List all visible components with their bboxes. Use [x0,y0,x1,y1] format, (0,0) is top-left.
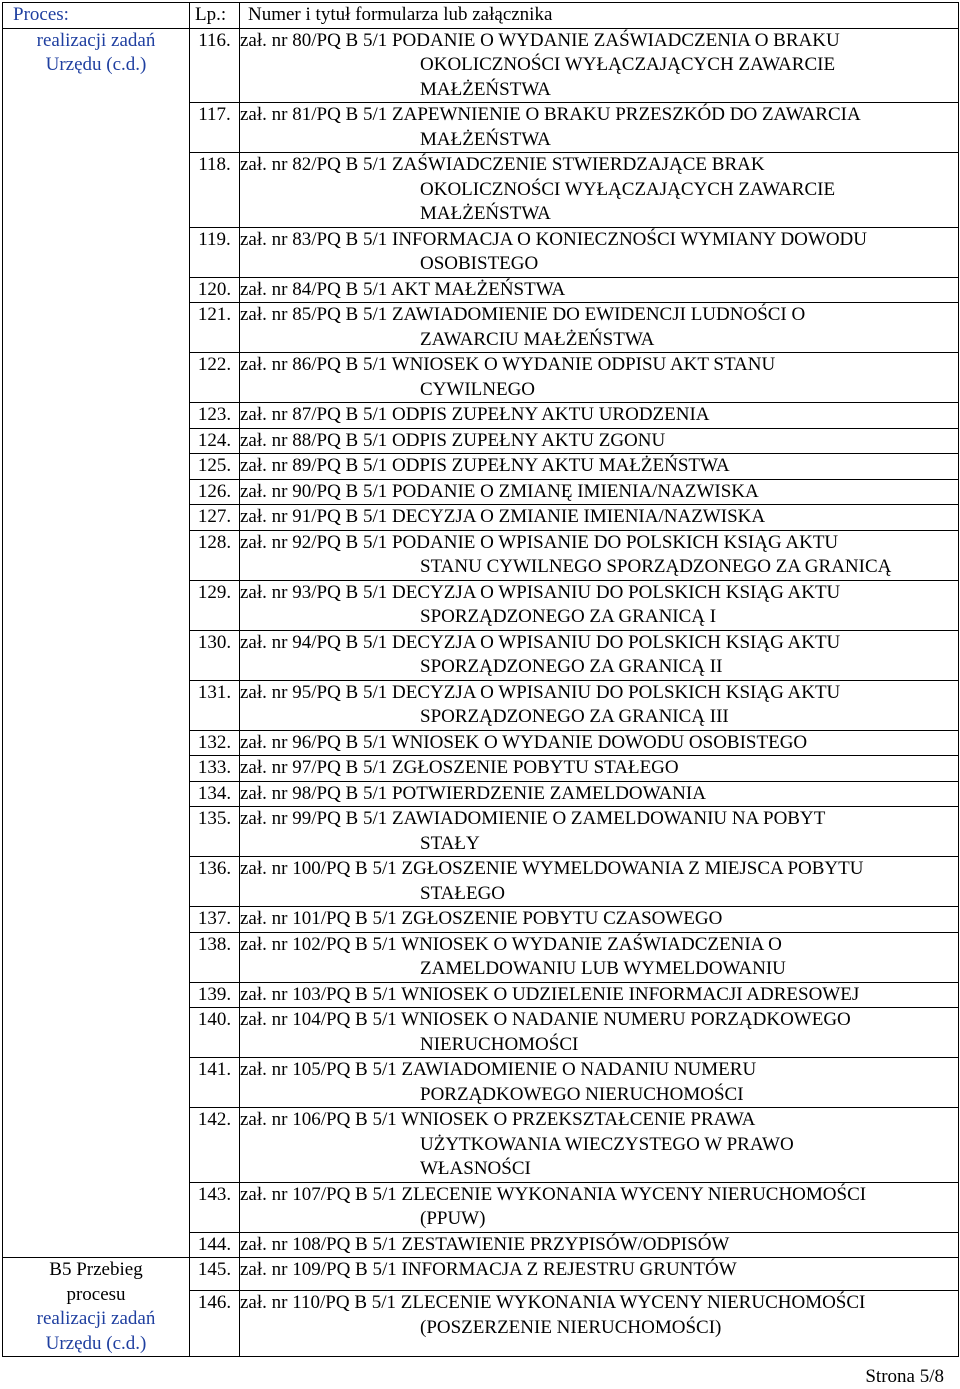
title-continuation: OKOLICZNOŚCI WYŁĄCZAJĄCYCH ZAWARCIE [420,178,836,200]
attachment-title [240,153,959,228]
row-number: 133. [190,756,240,782]
table-body [3,28,959,1357]
attachment-title [240,1232,959,1258]
attachment-title [240,479,959,505]
title-line: zał. nr 91/PQ B 5/1 DECYZJA O ZMIANIE IMIENIA/NAZWISKA [240,506,766,527]
title-line: zał. nr 106/PQ B 5/1 WNIOSEK O PRZEKSZTAŁCENIE PRAWA [240,1109,756,1130]
title-line: zał. nr 98/PQ B 5/1 POTWIERDZENIE ZAMELDOWANIA [240,782,706,804]
attachment-title [240,353,959,403]
title-continuation: STANU CYWILNEGO SPORZĄDZONEGO ZA GRANICĄ [420,556,892,577]
process-line: B5 Przebieg [49,1259,143,1280]
attachment-title [240,277,959,303]
title-line: zał. nr 110/PQ B 5/1 ZLECENIE WYKONANIA WYCENY NIERUCHOMOŚCI [240,1292,866,1314]
title-line: zał. nr 105/PQ B 5/1 ZAWIADOMIENIE O NADANIU NUMERU [240,1059,757,1080]
process-line: Urzędu (c.d.) [45,54,147,75]
attachment-title [240,403,959,429]
row-number: 124. [190,428,240,454]
attachment-title [240,227,959,277]
title-line: zał. nr 96/PQ B 5/1 WNIOSEK O WYDANIE DOWODU OSOBISTEGO [240,731,808,753]
process-cell [3,28,190,1258]
row-number: 121. [190,303,240,353]
title-continuation: MAŁŻEŃSTWA [420,128,551,150]
row-number: 134. [190,781,240,807]
title-continuation: STAŁY [420,832,480,854]
attachment-title [240,730,959,756]
title-continuation: WŁASNOŚCI [420,1158,531,1179]
process-line: Urzędu (c.d.) [45,1332,147,1354]
title-line: zał. nr 81/PQ B 5/1 ZAPEWNIENIE O BRAKU PRZESZKÓD DO ZAWARCIA [240,104,861,125]
attachment-title [240,630,959,680]
title-line: zał. nr 88/PQ B 5/1 ODPIS ZUPEŁNY AKTU ZGONU [240,429,666,451]
title-line: zał. nr 103/PQ B 5/1 WNIOSEK O UDZIELENIE INFORMACJI ADRESOWEJ [240,983,860,1005]
table-row [3,28,959,103]
attachment-title [240,1108,959,1183]
title-continuation: ZAMELDOWANIU LUB WYMELDOWANIU [420,958,786,979]
attachment-title [240,907,959,933]
row-number: 145. [190,1258,240,1291]
row-number: 138. [190,932,240,982]
title-continuation: ZAWARCIU MAŁŻEŃSTWA [420,328,655,350]
title-line: zał. nr 92/PQ B 5/1 PODANIE O WPISANIE DO POLSKICH KSIĄG AKTU [240,531,839,553]
title-continuation: MAŁŻEŃSTWA [420,78,551,100]
row-number: 131. [190,680,240,730]
attachment-title [240,505,959,531]
row-number: 126. [190,479,240,505]
attachment-title [240,1291,959,1357]
process-line: realizacji zadań [36,29,156,51]
title-line: zał. nr 97/PQ B 5/1 ZGŁOSZENIE POBYTU STAŁEGO [240,757,679,778]
row-number: 143. [190,1182,240,1232]
title-continuation: SPORZĄDZONEGO ZA GRANICĄ I [420,606,717,627]
title-line: zał. nr 90/PQ B 5/1 PODANIE O ZMIANĘ IMIENIA/NAZWISKA [240,480,759,502]
attachment-title [240,428,959,454]
row-number: 118. [190,153,240,228]
title-continuation: PORZĄDKOWEGO NIERUCHOMOŚCI [420,1083,744,1105]
title-continuation: (POSZERZENIE NIERUCHOMOŚCI) [420,1316,722,1338]
row-number: 141. [190,1058,240,1108]
row-number: 127. [190,505,240,531]
process-line: procesu [66,1283,126,1305]
title-line: zał. nr 82/PQ B 5/1 ZAŚWIADCZENIE STWIERDZAJĄCE BRAK [240,154,765,175]
attachment-title [240,982,959,1008]
attachments-table [2,2,959,1357]
attachment-title [240,454,959,480]
row-number: 122. [190,353,240,403]
title-line: zał. nr 100/PQ B 5/1 ZGŁOSZENIE WYMELDOWANIA Z MIEJSCA POBYTU [240,858,864,879]
title-continuation: SPORZĄDZONEGO ZA GRANICĄ III [420,706,729,727]
title-continuation: SPORZĄDZONEGO ZA GRANICĄ II [420,656,723,677]
title-line: zał. nr 85/PQ B 5/1 ZAWIADOMIENIE DO EWIDENCJI LUDNOŚCI O [240,304,806,325]
title-line: zał. nr 83/PQ B 5/1 INFORMACJA O KONIECZNOŚCI WYMIANY DOWODU [240,228,867,250]
row-number: 136. [190,857,240,907]
attachment-title [240,580,959,630]
title-line: zał. nr 107/PQ B 5/1 ZLECENIE WYKONANIA WYCENY NIERUCHOMOŚCI [240,1183,867,1205]
process-line: realizacji zadań [36,1308,156,1329]
row-number: 123. [190,403,240,429]
attachment-title [240,1058,959,1108]
attachment-title [240,807,959,857]
row-number: 137. [190,907,240,933]
attachment-title [240,303,959,353]
attachment-title [240,1258,959,1291]
title-line: zał. nr 93/PQ B 5/1 DECYZJA O WPISANIU DO POLSKICH KSIĄG AKTU [240,581,841,603]
attachment-title [240,756,959,782]
title-continuation: CYWILNEGO [420,378,536,400]
row-number: 130. [190,630,240,680]
header-process: Proces: [3,3,190,29]
title-line: zał. nr 89/PQ B 5/1 ODPIS ZUPEŁNY AKTU MAŁŻEŃSTWA [240,455,730,476]
attachment-title [240,1182,959,1232]
row-number: 125. [190,454,240,480]
title-continuation: UŻYTKOWANIA WIECZYSTEGO W PRAWO [420,1133,794,1155]
title-line: zał. nr 108/PQ B 5/1 ZESTAWIENIE PRZYPISÓW/ODPISÓW [240,1233,730,1255]
title-line: zał. nr 102/PQ B 5/1 WNIOSEK O WYDANIE ZAŚWIADCZENIA O [240,933,782,955]
title-continuation: OKOLICZNOŚCI WYŁĄCZAJĄCYCH ZAWARCIE [420,54,836,75]
row-number: 142. [190,1108,240,1183]
row-number: 116. [190,28,240,103]
attachment-title [240,1008,959,1058]
row-number: 132. [190,730,240,756]
title-continuation: OSOBISTEGO [420,253,539,274]
title-line: zał. nr 101/PQ B 5/1 ZGŁOSZENIE POBYTU CZASOWEGO [240,908,723,929]
attachment-title [240,857,959,907]
title-continuation: NIERUCHOMOŚCI [420,1033,579,1055]
title-continuation: MAŁŻEŃSTWA [420,203,551,224]
title-line: zał. nr 109/PQ B 5/1 INFORMACJA Z REJESTRU GRUNTÓW [240,1259,737,1280]
page-number: Strona 5/8 [865,1366,944,1387]
title-line: zał. nr 84/PQ B 5/1 AKT MAŁŻEŃSTWA [240,278,566,300]
title-continuation: (PPUW) [420,1208,486,1229]
table-header-row [3,3,959,29]
title-line: zał. nr 104/PQ B 5/1 WNIOSEK O NADANIE NUMERU PORZĄDKOWEGO [240,1009,851,1030]
row-number: 117. [190,103,240,153]
title-line: zał. nr 99/PQ B 5/1 ZAWIADOMIENIE O ZAMELDOWANIU NA POBYT [240,808,826,829]
row-number: 119. [190,227,240,277]
row-number: 146. [190,1291,240,1357]
attachment-title [240,103,959,153]
row-number: 129. [190,580,240,630]
title-line: zał. nr 80/PQ B 5/1 PODANIE O WYDANIE ZAŚWIADCZENIA O BRAKU [240,29,840,51]
title-line: zał. nr 87/PQ B 5/1 ODPIS ZUPEŁNY AKTU URODZENIA [240,404,710,425]
header-title: Numer i tytuł formularza lub załącznika [240,3,959,29]
table-row [3,1258,959,1291]
attachment-title [240,28,959,103]
header-lp: Lp.: [190,3,240,29]
title-continuation: STAŁEGO [420,882,506,904]
attachment-title [240,781,959,807]
row-number: 144. [190,1232,240,1258]
process-cell [3,1258,190,1357]
row-number: 139. [190,982,240,1008]
title-line: zał. nr 94/PQ B 5/1 DECYZJA O WPISANIU DO POLSKICH KSIĄG AKTU [240,631,841,653]
attachment-title [240,932,959,982]
row-number: 135. [190,807,240,857]
row-number: 128. [190,530,240,580]
row-number: 120. [190,277,240,303]
title-line: zał. nr 95/PQ B 5/1 DECYZJA O WPISANIU DO POLSKICH KSIĄG AKTU [240,681,841,703]
attachment-title [240,680,959,730]
title-line: zał. nr 86/PQ B 5/1 WNIOSEK O WYDANIE ODPISU AKT STANU [240,354,776,375]
row-number: 140. [190,1008,240,1058]
attachment-title [240,530,959,580]
